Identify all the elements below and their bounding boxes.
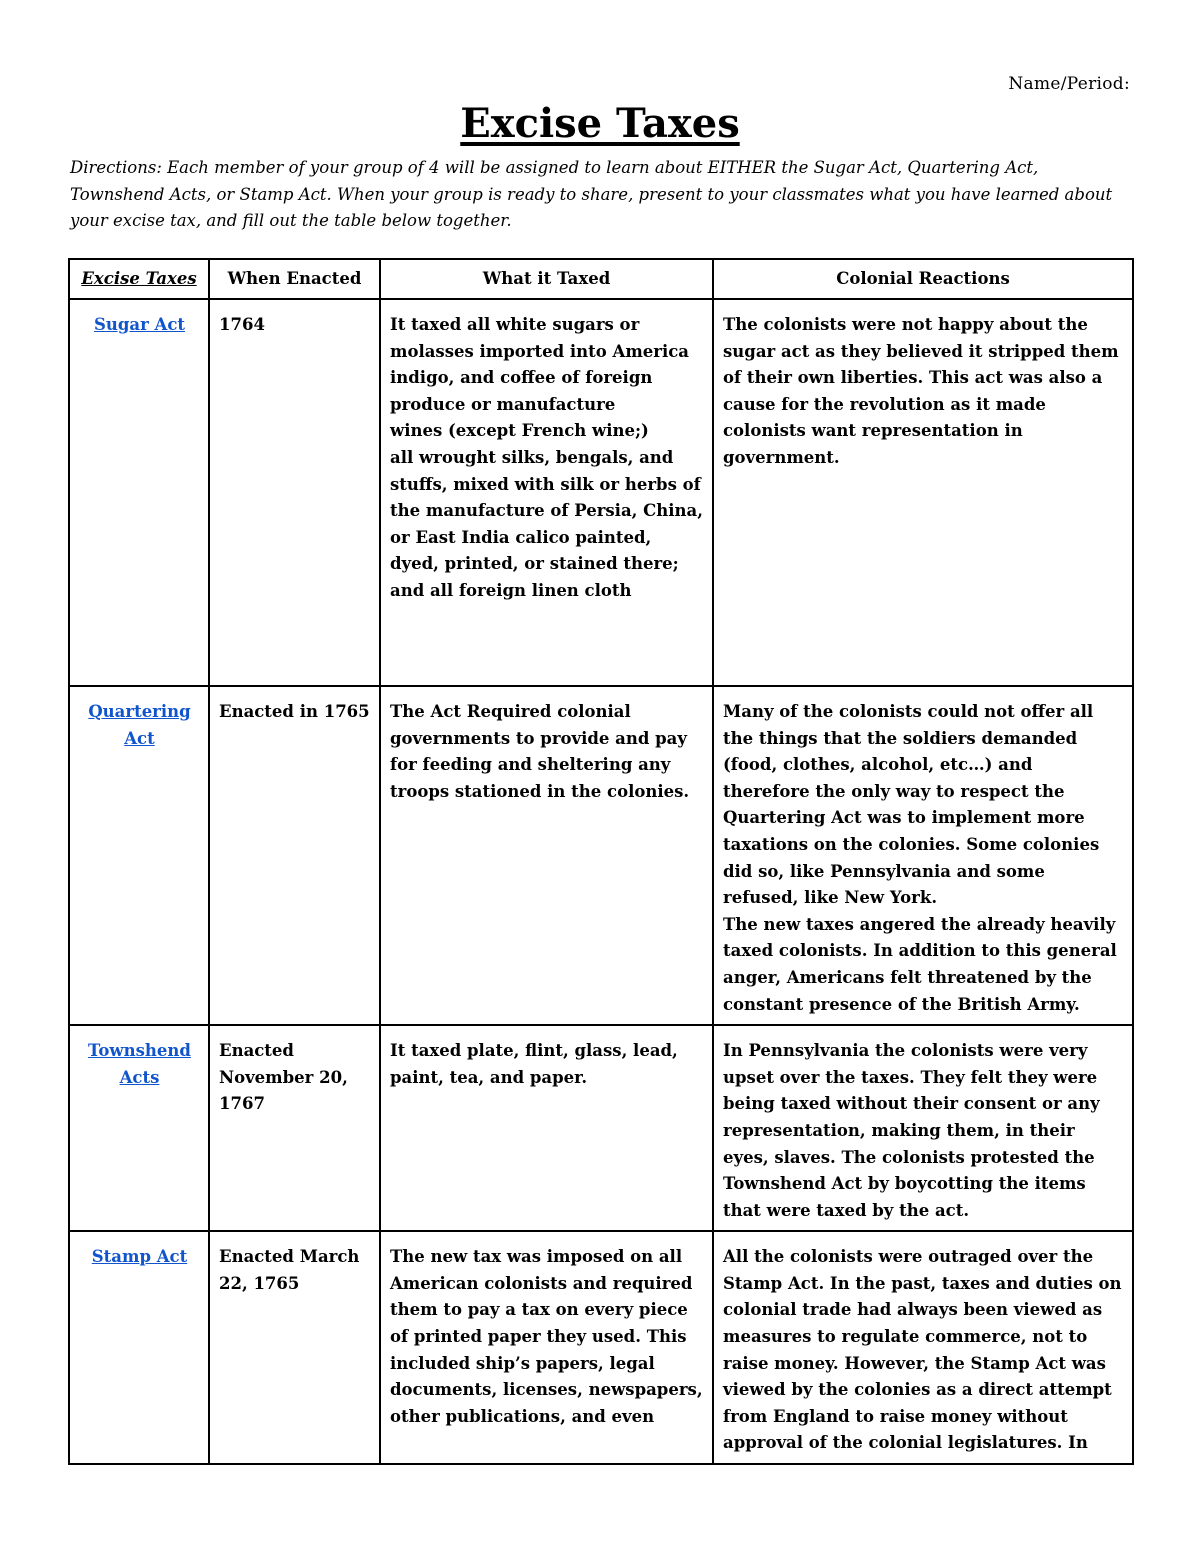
when-enacted-cell: Enacted March 22, 1765 [209, 1231, 380, 1464]
page-title: Excise Taxes [460, 100, 740, 147]
table-row [69, 299, 1133, 686]
colonial-reactions-cell: In Pennsylvania the colonists were very upset over the taxes. They felt they were being taxed without their consent or any representation, making them, in their eyes, slaves. The colonists protested the Townshend Act by boycotting the items that were taxed by the act. [713, 1025, 1133, 1231]
name-period-label: Name/Period: [1008, 74, 1130, 94]
what-it-taxed-cell: The Act Required colonial governments to provide and pay for feeding and sheltering any troops stationed in the colonies. [380, 686, 713, 1025]
column-header-excise-taxes: Excise Taxes [69, 259, 209, 299]
column-header-what-it-taxed: What it Taxed [380, 259, 713, 299]
what-it-taxed-cell: It taxed all white sugars or molasses imported into America indigo, and coffee of foreign produce or manufacture wines (except French wine;) all wrought silks, bengals, and stuffs, mixed with silk or herbs of the manufacture of Persia, China, or East India calico painted, dyed, printed, or stained there; and all foreign linen cloth [380, 299, 713, 686]
stamp-act-link[interactable]: Stamp Act [91, 1247, 188, 1267]
townshend-acts-link[interactable]: Townshend Acts [88, 1041, 191, 1087]
colonial-reactions-cell: Many of the colonists could not offer all the things that the soldiers demanded (food, clothes, alcohol, etc…) and therefore the only way to respect the Quartering Act was to implement more taxations on the colonies. Some colonies did so, like Pennsylvania and some refused, like New York. The new taxes angered the already heavily taxed colonists. In addition to this general anger, Americans felt threatened by the constant presence of the British Army. [713, 686, 1133, 1025]
table-row [69, 1025, 1133, 1231]
table-header-row [69, 259, 1133, 299]
colonial-reactions-cell: The colonists were not happy about the sugar act as they believed it stripped them of their own liberties. This act was also a cause for the revolution as it made colonists want representation in government. [713, 299, 1133, 686]
act-name-cell [69, 1025, 209, 1231]
column-header-colonial-reactions: Colonial Reactions [713, 259, 1133, 299]
table-row [69, 686, 1133, 1025]
act-name-cell [69, 1231, 209, 1464]
colonial-reactions-cell: All the colonists were outraged over the Stamp Act. In the past, taxes and duties on colonial trade had always been viewed as measures to regulate commerce, not to raise money. However, the Stamp Act was viewed by the colonies as a direct attempt from England to raise money without approval of the colonial legislatures. In [713, 1231, 1133, 1464]
when-enacted-cell: 1764 [209, 299, 380, 686]
act-name-cell [69, 686, 209, 1025]
when-enacted-cell: Enacted November 20, 1767 [209, 1025, 380, 1231]
sugar-act-link[interactable]: Sugar Act [93, 315, 186, 334]
directions-text: Directions: Each member of your group of 4 will be assigned to learn about EITHER the Sugar Act, Quartering Act, Townshend Acts, or Stamp Act. When your group is ready to share, present to your classmates what you have learned about your excise tax, and fill out the table below together. [70, 158, 1113, 230]
column-header-when-enacted: When Enacted [209, 259, 380, 299]
when-enacted-cell: Enacted in 1765 [209, 686, 380, 1025]
quartering-act-link[interactable]: Quartering Act [88, 702, 191, 748]
what-it-taxed-cell: The new tax was imposed on all American colonists and required them to pay a tax on every piece of printed paper they used. This included ship’s papers, legal documents, licenses, newspapers, other publications, and even [380, 1231, 713, 1464]
excise-taxes-table [68, 258, 1134, 1465]
act-name-cell [69, 299, 209, 686]
what-it-taxed-cell: It taxed plate, flint, glass, lead, paint, tea, and paper. [380, 1025, 713, 1231]
table-row [69, 1231, 1133, 1464]
